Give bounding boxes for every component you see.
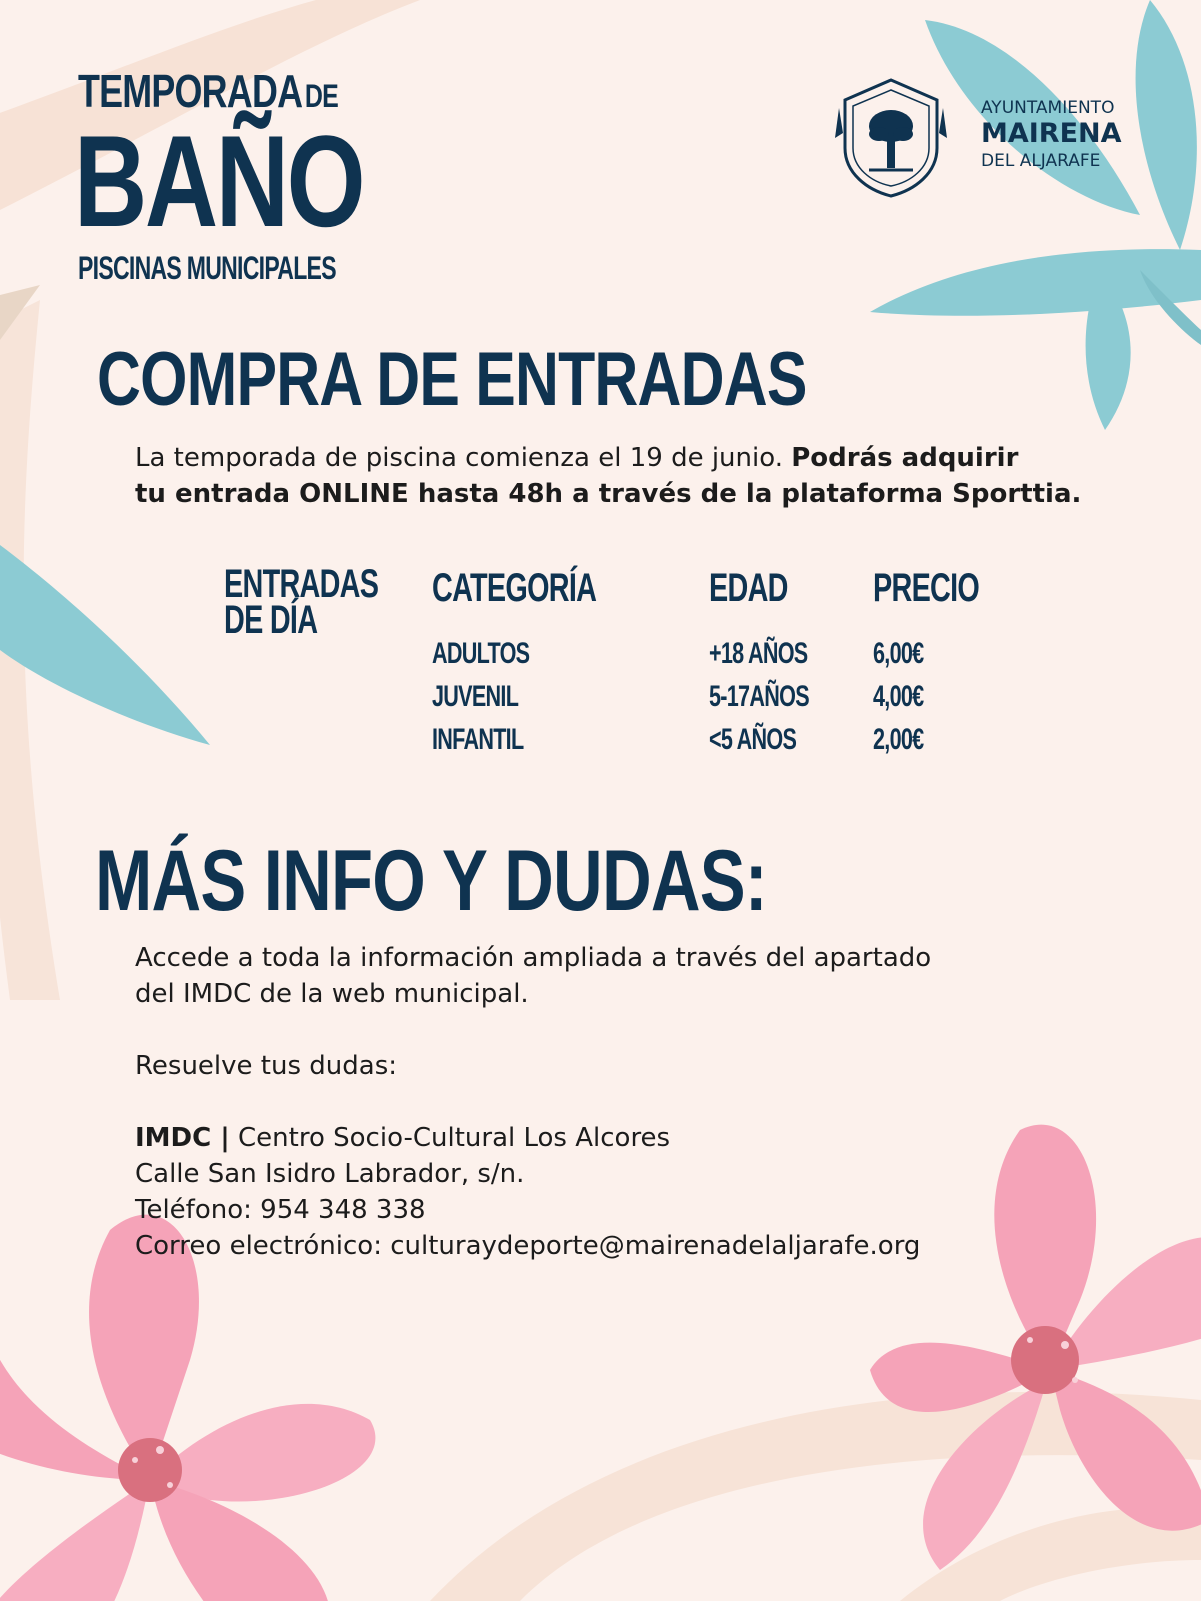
info-paragraph-1-line-2: del IMDC de la web municipal. <box>135 979 529 1009</box>
table-header-categoria: CATEGORÍA <box>432 566 597 610</box>
table-row-infantil-precio: 2,00€ <box>873 723 924 756</box>
table-row-juvenil-precio: 4,00€ <box>873 680 924 713</box>
flower-decoration-bottom-left <box>0 1215 375 1601</box>
info-org-rest: Centro Socio-Cultural Los Alcores <box>229 1123 671 1153</box>
leaf-decoration-top-right <box>870 0 1201 430</box>
logo-text-line-2: MAIRENA <box>981 118 1122 149</box>
info-title: MÁS INFO Y DUDAS: <box>95 833 767 929</box>
info-email: Correo electrónico: culturaydeporte@mairenadelaljarafe.org <box>135 1231 921 1261</box>
compra-text-bold-1: Podrás adquirir <box>791 443 1019 473</box>
compra-text-bold-2: tu entrada ONLINE hasta 48h a través de la plataforma Sporttia. <box>135 479 1082 509</box>
table-row-juvenil-categoria: JUVENIL <box>432 680 519 713</box>
header-temporada: TEMPORADA <box>78 65 303 117</box>
compra-text-normal: La temporada de piscina comienza el 19 de junio. <box>135 443 792 473</box>
municipality-logo <box>835 78 1135 198</box>
leaf-decoration-left <box>0 545 210 745</box>
info-paragraph-2: Resuelve tus dudas: <box>135 1051 397 1081</box>
table-row-adultos-edad: +18 AÑOS <box>709 637 808 670</box>
info-org-bold: IMDC | <box>135 1123 230 1153</box>
compra-description <box>135 440 1115 512</box>
table-label <box>224 562 379 642</box>
header-bano: BAÑO <box>74 108 364 254</box>
table-label-line-2: DE DÍA <box>224 598 318 642</box>
header-piscinas: PISCINAS MUNICIPALES <box>78 250 336 286</box>
table-row-adultos-categoria: ADULTOS <box>432 637 530 670</box>
table-row-juvenil-edad: 5-17AÑOS <box>709 680 809 713</box>
info-org-line <box>135 1120 1135 1156</box>
table-header-edad: EDAD <box>709 566 788 610</box>
header-de: DE <box>304 78 339 114</box>
info-paragraph-1-line-1: Accede a toda la información ampliada a través del apartado <box>135 943 932 973</box>
compra-title: COMPRA DE ENTRADAS <box>97 337 807 422</box>
info-phone: Teléfono: 954 348 338 <box>135 1195 426 1225</box>
table-label-line-1: ENTRADAS <box>224 562 379 606</box>
logo-text-line-3: DEL ALJARAFE <box>981 151 1101 171</box>
info-body <box>135 940 1135 1264</box>
table-header-precio: PRECIO <box>873 566 980 610</box>
coat-of-arms-icon <box>835 78 947 198</box>
table-row-infantil-categoria: INFANTIL <box>432 723 524 756</box>
table-row-infantil-edad: <5 AÑOS <box>709 723 797 756</box>
table-row-adultos-precio: 6,00€ <box>873 637 924 670</box>
logo-text-line-1: AYUNTAMIENTO <box>981 98 1115 118</box>
info-address: Calle San Isidro Labrador, s/n. <box>135 1159 525 1189</box>
